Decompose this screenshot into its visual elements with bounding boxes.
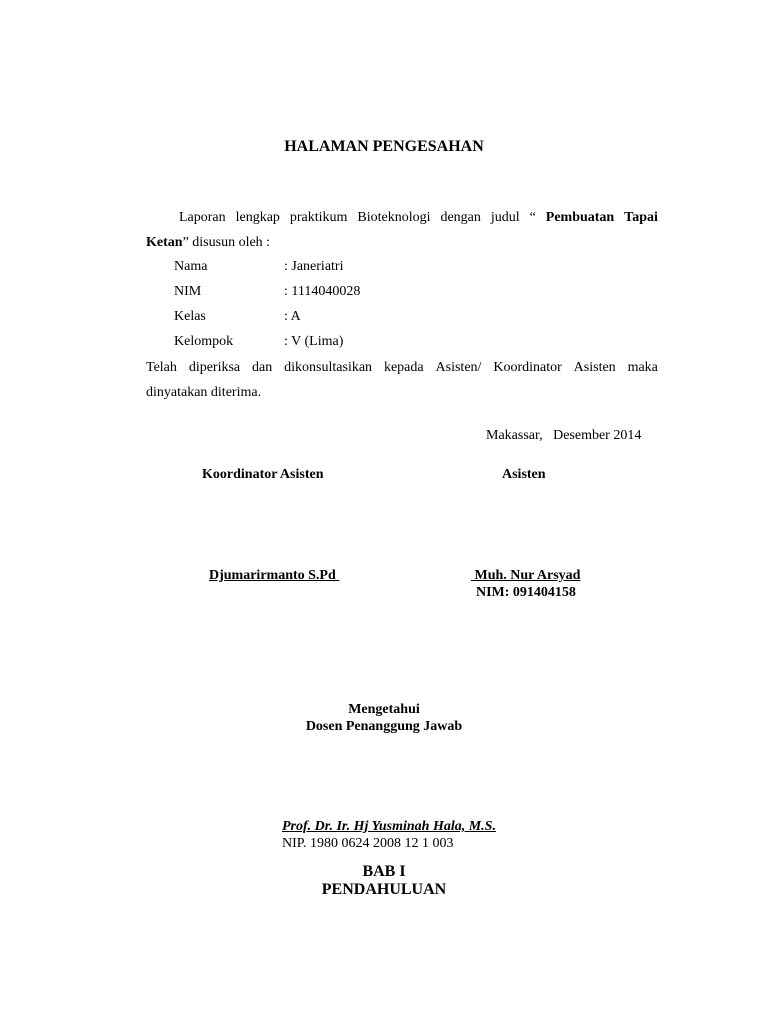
coordinator-name: Djumarirmanto S.Pd [209, 568, 340, 583]
intro-word: Laporan [179, 210, 226, 225]
statement-word: Koordinator [493, 360, 562, 375]
page-title: HALAMAN PENGESAHAN [284, 138, 484, 155]
assistant-nim: NIM: 091404158 [476, 585, 576, 600]
report-title-word: Pembuatan [545, 210, 615, 225]
assistant-title: Asisten [502, 467, 546, 482]
field-value-nama: : Janeriatri [284, 259, 344, 274]
field-value-kelas: : A [284, 309, 301, 324]
chapter-number: BAB I [362, 863, 406, 880]
intro-word: Bioteknologi [357, 210, 431, 225]
field-value-kelompok: : V (Lima) [284, 334, 344, 349]
statement-word: Asisten/ [435, 360, 482, 375]
statement-word: dikonsultasikan [284, 360, 373, 375]
intro-word: judul [490, 210, 520, 225]
approval-heading: Mengetahui [348, 702, 420, 717]
approval-subheading: Dosen Penanggung Jawab [305, 719, 463, 734]
statement-paragraph [146, 355, 658, 405]
statement-word: diperiksa [188, 360, 241, 375]
lecturer-name: Prof. Dr. Ir. Hj Yusminah Hala, M.S. [282, 819, 496, 834]
field-label-nama: Nama [174, 259, 208, 274]
coordinator-title: Koordinator Asisten [202, 467, 324, 482]
assistant-name: Muh. Nur Arsyad [471, 568, 581, 583]
statement-word: Telah [146, 360, 177, 375]
intro-word: “ [529, 210, 536, 225]
report-title-word: Ketan [146, 235, 183, 250]
lecturer-nip: NIP. 1980 0624 2008 12 1 003 [282, 836, 454, 851]
field-label-kelas: Kelas [174, 309, 206, 324]
statement-line-2: dinyatakan diterima. [146, 385, 262, 400]
statement-line-1 [146, 355, 658, 380]
intro-paragraph [146, 205, 658, 255]
intro-line-1 [146, 205, 658, 230]
field-label-kelompok: Kelompok [174, 334, 234, 349]
field-value-nim: : 1114040028 [284, 284, 361, 299]
intro-word: lengkap [235, 210, 280, 225]
statement-word: kepada [383, 360, 424, 375]
date-line: Makassar, Desember 2014 [486, 428, 642, 443]
intro-word: dengan [440, 210, 481, 225]
report-title-word: Tapai [624, 210, 658, 225]
intro-tail: ” disusun oleh : [182, 235, 271, 250]
statement-word: maka [627, 360, 658, 375]
intro-line-2 [146, 230, 658, 255]
statement-word: dan [252, 360, 273, 375]
statement-word: Asisten [573, 360, 616, 375]
field-label-nim: NIM [174, 284, 202, 299]
chapter-title: PENDAHULUAN [321, 881, 447, 898]
intro-word: praktikum [289, 210, 348, 225]
